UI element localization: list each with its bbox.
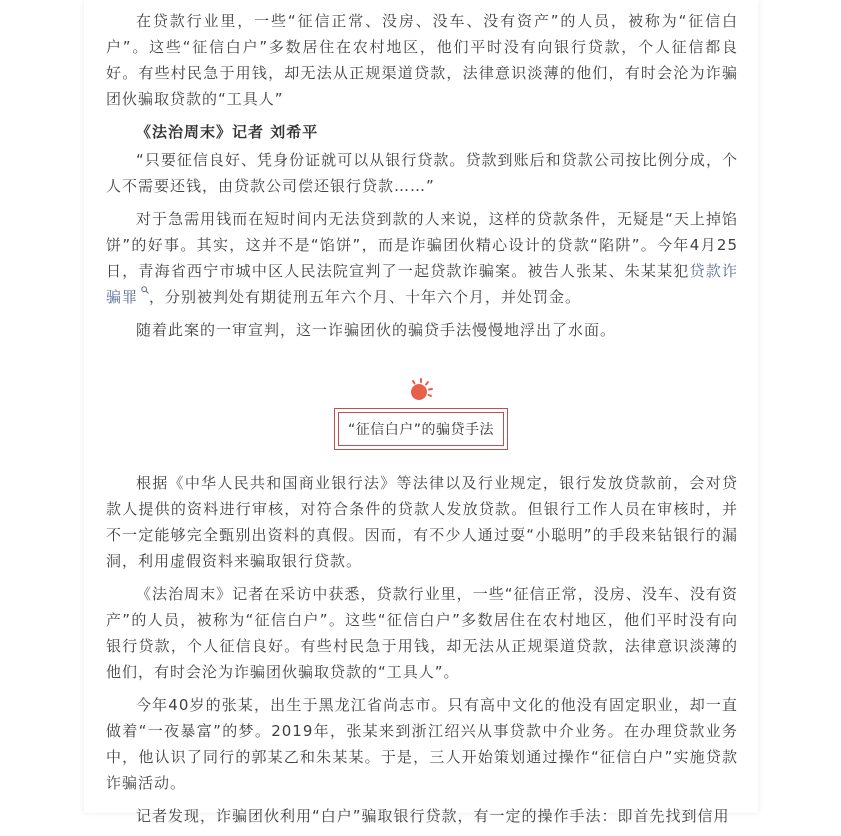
case-paragraph: [106, 206, 738, 310]
section-header: [106, 350, 738, 470]
byline: 《法治周末》记者 刘希平: [136, 123, 319, 141]
suspect-paragraph: 今年40岁的张某，出生于黑龙江省尚志市。只有高中文化的他没有固定职业，却一直做着“一夜暴富”的梦。2019年，张某来到浙江绍兴从事贷款中介业务。在办理贷款业务中，他认识了同行的郭某乙和朱某某。于是，三人开始策划通过操作“征信白户”实施贷款诈骗活动。: [106, 696, 738, 792]
article-body: [106, 8, 738, 836]
reporter-paragraph: 《法治周末》记者在采访中获悉，贷款行业里，一些“征信正常，没房、没车、没有资产”的人员，被称为“征信白户”。这些“征信白户”多数居住在农村地区，他们平时没有向银行贷款，个人征信良好。有些村民急于用钱，却无法从正规渠道贷款，法律意识淡薄的他们，有时会沦为诈骗团伙骗取贷款的“工具人”。: [106, 585, 738, 681]
case-text-before-link: 对于急需用钱而在短时间内无法贷到款的人来说，这样的贷款条件，无疑是“天上掉馅饼”的好事。其实，这并不是“馅饼”，而是诈骗团伙精心设计的贷款“陷阱”。今年4月25日，青海省西宁市城中区人民法院宣判了一起贷款诈骗案。被告人张某、朱某某犯: [106, 210, 738, 280]
crime-term-link[interactable]: 贷款诈骗罪: [106, 262, 738, 306]
section-title-frame: [334, 408, 508, 450]
search-icon[interactable]: [141, 286, 149, 294]
case-text-after-link: ，分别被判处有期徒刑五年六个月、十年六个月，并处罚金。: [149, 288, 582, 306]
article-card: [84, 0, 758, 825]
sun-icon: [407, 376, 435, 404]
method-paragraph: 记者发现，诈骗团伙利用“白户”骗取银行贷款，有一定的操作手法：即首先找到信用: [136, 807, 730, 825]
section-title: “征信白户”的骗贷手法: [338, 412, 504, 446]
law-paragraph: 根据《中华人民共和国商业银行法》等法律以及行业规定，银行发放贷款前，会对贷款人提供的资料进行审核，对符合条件的贷款人发放贷款。但银行工作人员在审核时，并不一定能够完全甄别出资料的真假。因而，有不少人通过耍“小聪明”的手段来钻银行的漏洞，利用虚假资料来骗取银行贷款。: [106, 474, 738, 570]
quote-paragraph: “只要征信良好、凭身份证就可以从银行贷款。贷款到账后和贷款公司按比例分成，个人不需要还钱，由贷款公司偿还银行贷款……”: [106, 151, 738, 195]
intro-paragraph: 在贷款行业里，一些“征信正常、没房、没车、没有资产”的人员，被称为“征信白户”。这些“征信白户”多数居住在农村地区，他们平时没有向银行贷款，个人征信都良好。有些村民急于用钱，却无法从正规渠道贷款，法律意识淡薄的他们，有时会沦为诈骗团伙骗取贷款的“工具人”: [106, 12, 738, 108]
verdict-paragraph: 随着此案的一审宣判，这一诈骗团伙的骗贷手法慢慢地浮出了水面。: [136, 321, 617, 339]
